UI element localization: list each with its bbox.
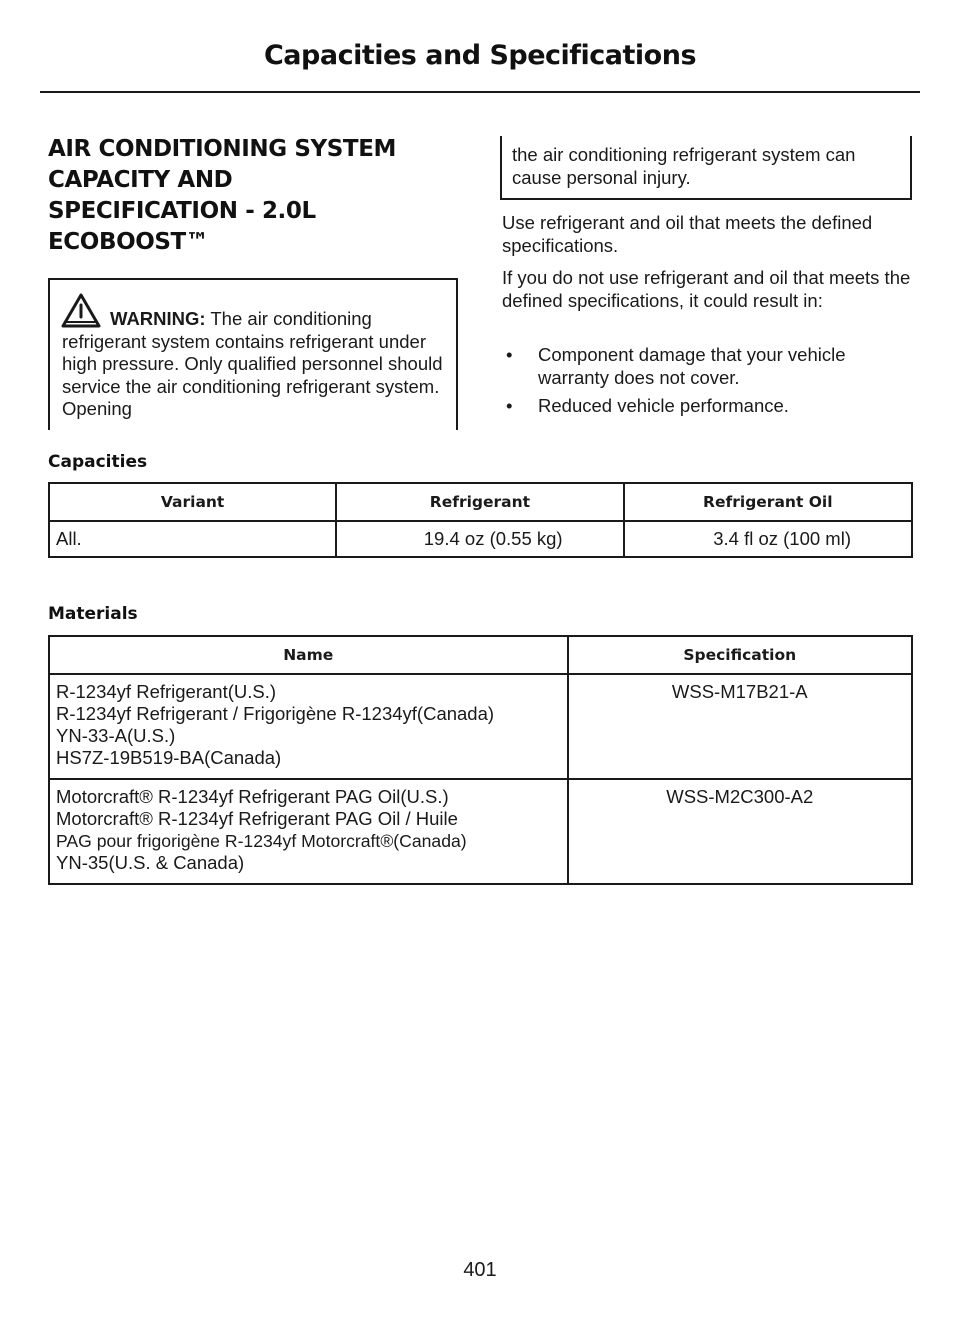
warning-text: The air conditioning refrigerant system contains refrigerant under high pressure. Only qualified personnel should service the air conditioning refrigerant system. Opening xyxy=(62,308,443,419)
bullet-text: Component damage that your vehicle warranty does not cover. xyxy=(538,344,846,388)
section-title-line: SPECIFICATION - 2.0L xyxy=(48,198,316,224)
material-name-cell xyxy=(49,674,568,779)
material-name-line: Motorcraft® R-1234yf Refrigerant PAG Oil(U.S.) xyxy=(56,786,449,807)
bullet-icon: • xyxy=(506,344,513,365)
warning-box-continued xyxy=(500,136,912,200)
bullet-icon: • xyxy=(506,395,513,416)
material-name-line: Motorcraft® R-1234yf Refrigerant PAG Oil / Huile xyxy=(56,808,458,829)
material-name-line: YN-33-A(U.S.) xyxy=(56,725,176,746)
section-title-line: ECOBOOST™ xyxy=(48,229,209,255)
warning-triangle-icon xyxy=(60,292,102,330)
warning-box xyxy=(48,278,458,430)
capacities-table xyxy=(48,482,913,558)
material-name-cell xyxy=(49,779,568,884)
material-name-line: HS7Z-19B519-BA(Canada) xyxy=(56,747,282,768)
column-header-variant: Variant xyxy=(49,483,336,521)
warning-label: WARNING: xyxy=(110,308,206,329)
column-header-refrigerant-oil: Refrigerant Oil xyxy=(624,483,912,521)
material-spec-cell: WSS-M2C300-A2 xyxy=(568,779,912,884)
material-name-line: PAG pour frigorigène R-1234yf Motorcraft®(Canada) xyxy=(56,831,467,851)
section-title-line: CAPACITY AND xyxy=(48,167,233,193)
refrigerant-cell: 19.4 oz (0.55 kg) xyxy=(336,521,623,557)
material-name-line: R-1234yf Refrigerant(U.S.) xyxy=(56,681,277,702)
refrigerant-oil-cell: 3.4 fl oz (100 ml) xyxy=(624,521,912,557)
section-title-line: AIR CONDITIONING SYSTEM xyxy=(48,136,397,162)
page-number: 401 xyxy=(463,1259,497,1281)
material-name-line: R-1234yf Refrigerant / Frigorigène R-1234yf(Canada) xyxy=(56,703,495,724)
column-header-name: Name xyxy=(49,636,568,674)
page-header-title: Capacities and Specifications xyxy=(263,40,697,71)
table-row xyxy=(49,779,912,884)
table-row xyxy=(49,521,912,557)
section-title xyxy=(48,134,468,258)
bullet-item xyxy=(502,395,914,418)
body-paragraph: If you do not use refrigerant and oil that meets the defined specifications, it could result in: xyxy=(502,267,911,311)
materials-table xyxy=(48,635,913,885)
table-header-row xyxy=(49,636,912,674)
body-paragraph: Use refrigerant and oil that meets the defined specifications. xyxy=(502,212,873,256)
material-spec-cell: WSS-M17B21-A xyxy=(568,674,912,779)
header-divider xyxy=(40,91,920,93)
table-header-row xyxy=(49,483,912,521)
warning-text-continued: the air conditioning refrigerant system can cause personal injury. xyxy=(512,144,856,188)
bullet-text: Reduced vehicle performance. xyxy=(538,395,789,416)
capacities-heading: Capacities xyxy=(48,452,148,472)
material-name-line: YN-35(U.S. & Canada) xyxy=(56,852,245,873)
column-header-specification: Specification xyxy=(568,636,912,674)
bullet-item xyxy=(502,344,914,389)
materials-heading: Materials xyxy=(48,604,138,624)
column-header-refrigerant: Refrigerant xyxy=(336,483,623,521)
table-row xyxy=(49,674,912,779)
variant-cell: All. xyxy=(49,521,336,557)
